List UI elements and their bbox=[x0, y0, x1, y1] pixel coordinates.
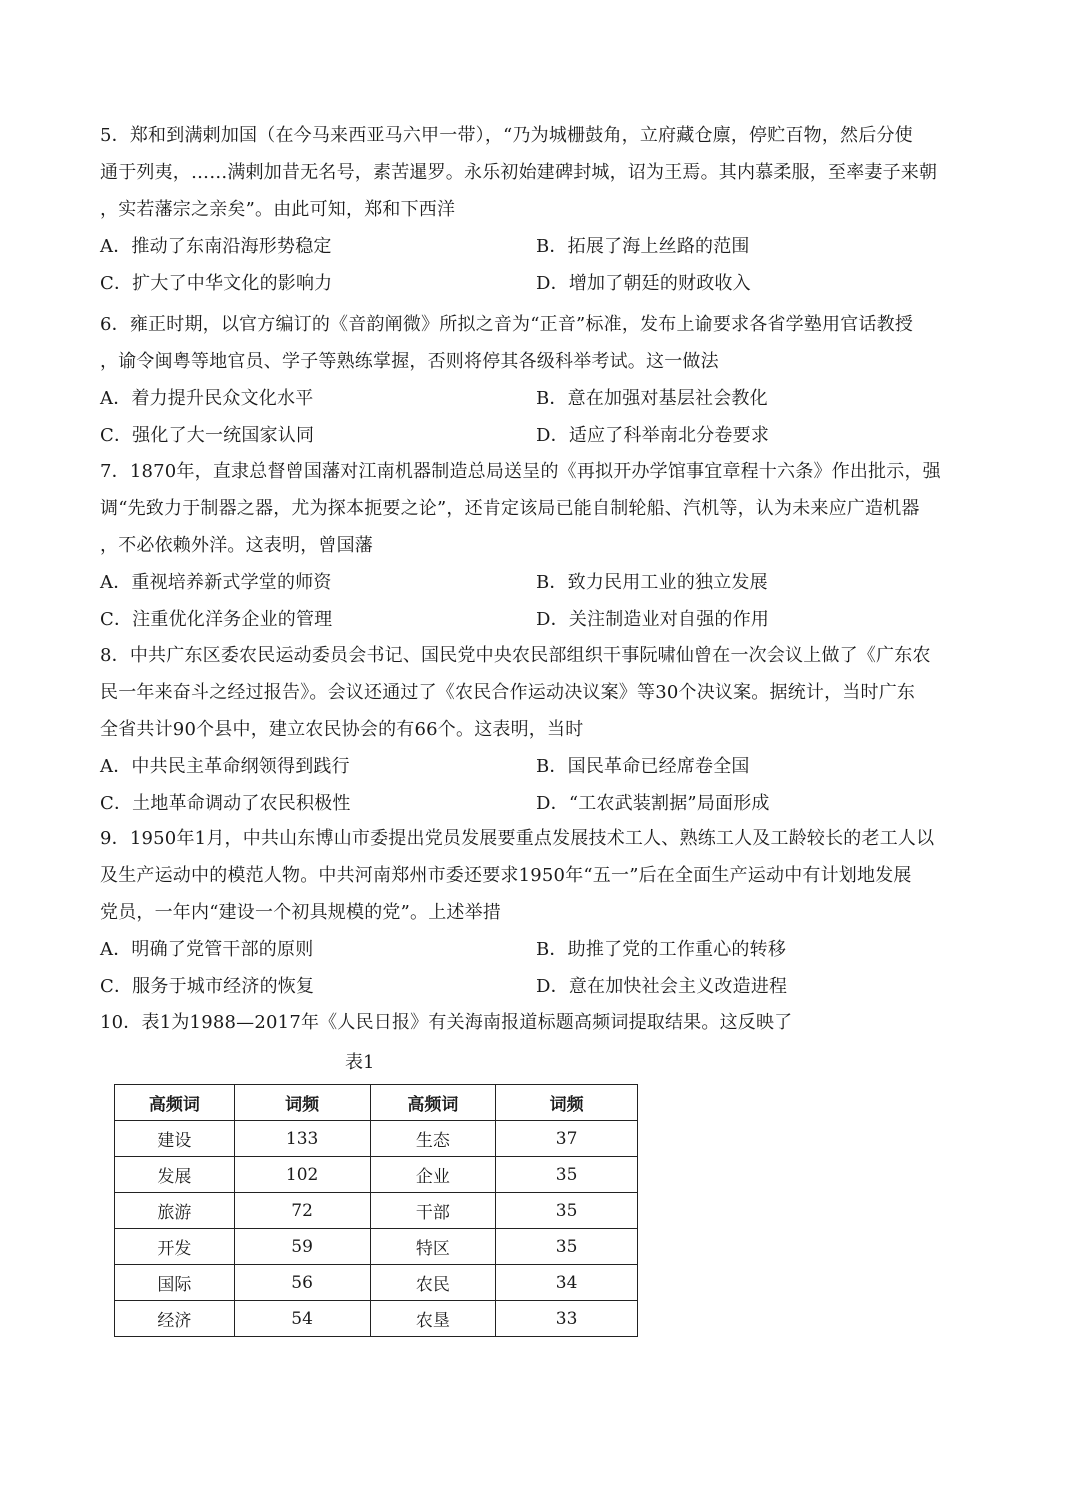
option-a[interactable]: A．明确了党管干部的原则 bbox=[100, 939, 314, 960]
table-cell: 102 bbox=[234, 1157, 370, 1193]
options-row bbox=[100, 228, 980, 265]
question-5 bbox=[100, 117, 980, 302]
table-cell: 35 bbox=[496, 1229, 638, 1265]
table-row bbox=[115, 1157, 638, 1193]
question-8 bbox=[100, 637, 980, 822]
options-row bbox=[100, 601, 980, 638]
table-cell: 建设 bbox=[115, 1121, 235, 1157]
option-a[interactable]: A．重视培养新式学堂的师资 bbox=[100, 572, 332, 593]
option-b[interactable]: B．致力民用工业的独立发展 bbox=[536, 572, 768, 593]
option-a[interactable]: A．中共民主革命纲领得到践行 bbox=[100, 756, 350, 777]
question-text-line: 民一年来奋斗之经过报告》。会议还通过了《农民合作运动决议案》等30个决议案。据统计，当时广东 bbox=[100, 682, 916, 703]
table-cell: 133 bbox=[234, 1121, 370, 1157]
option-c[interactable]: C．土地革命调动了农民积极性 bbox=[100, 793, 351, 814]
question-9 bbox=[100, 820, 980, 1005]
table-row bbox=[115, 1121, 638, 1157]
question-text-line: 10．表1为1988—2017年《人民日报》有关海南报道标题高频词提取结果。这反映了 bbox=[100, 1012, 793, 1033]
options-row bbox=[100, 748, 980, 785]
table-cell: 国际 bbox=[115, 1265, 235, 1301]
table-cell: 特区 bbox=[370, 1229, 496, 1265]
options-row bbox=[100, 931, 980, 968]
options-row bbox=[100, 417, 980, 454]
table-cell: 发展 bbox=[115, 1157, 235, 1193]
question-text-line: 6．雍正时期，以官方编订的《音韵阐微》所拟之音为“正音”标准，发布上谕要求各省学塾用官话教授 bbox=[100, 314, 914, 335]
table-cell: 企业 bbox=[370, 1157, 496, 1193]
table-cell: 33 bbox=[496, 1301, 638, 1337]
option-c[interactable]: C．注重优化洋务企业的管理 bbox=[100, 609, 333, 630]
options-row bbox=[100, 380, 980, 417]
table-cell: 35 bbox=[496, 1193, 638, 1229]
table-cell: 35 bbox=[496, 1157, 638, 1193]
question-6 bbox=[100, 306, 980, 454]
question-text-line: 8．中共广东区委农民运动委员会书记、国民党中央农民部组织干事阮啸仙曾在一次会议上做了《广东农 bbox=[100, 645, 931, 666]
table-cell: 54 bbox=[234, 1301, 370, 1337]
question-text-line: 党员，一年内“建设一个初具规模的党”。上述举措 bbox=[100, 902, 502, 923]
table-cell: 37 bbox=[496, 1121, 638, 1157]
table-cell: 经济 bbox=[115, 1301, 235, 1337]
option-a[interactable]: A．着力提升民众文化水平 bbox=[100, 388, 314, 409]
frequency-table bbox=[114, 1084, 638, 1337]
question-text-line: 调“先致力于制器之器，尤为探本扼要之论”，还肯定该局已能自制轮船、汽机等，认为未来应广造机器 bbox=[100, 498, 920, 519]
question-text-line: ，谕令闽粤等地官员、学子等熟练掌握，否则将停其各级科举考试。这一做法 bbox=[100, 351, 719, 372]
options-row bbox=[100, 265, 980, 302]
table-header-cell: 高频词 bbox=[370, 1085, 496, 1121]
option-c[interactable]: C．扩大了中华文化的影响力 bbox=[100, 273, 333, 294]
option-b[interactable]: B．国民革命已经席卷全国 bbox=[536, 756, 750, 777]
option-b[interactable]: B．助推了党的工作重心的转移 bbox=[536, 939, 787, 960]
table-header-row bbox=[115, 1085, 638, 1121]
table-cell: 农垦 bbox=[370, 1301, 496, 1337]
question-text-line: 通于列夷，……满剌加昔无名号，素苦暹罗。永乐初始建碑封城，诏为王焉。其内慕柔服，至率妻子来朝 bbox=[100, 162, 938, 183]
option-d[interactable]: D．意在加快社会主义改造进程 bbox=[536, 976, 788, 997]
question-text-line: 5．郑和到满剌加国（在今马来西亚马六甲一带），“乃为城栅鼓角，立府藏仓廪，停贮百物，然后分使 bbox=[100, 125, 913, 146]
options-row bbox=[100, 564, 980, 601]
table-cell: 旅游 bbox=[115, 1193, 235, 1229]
table-header-cell: 高频词 bbox=[115, 1085, 235, 1121]
table-header-cell: 词频 bbox=[496, 1085, 638, 1121]
option-d[interactable]: D．“工农武装割据”局面形成 bbox=[536, 793, 770, 814]
table-cell: 农民 bbox=[370, 1265, 496, 1301]
table-row bbox=[115, 1301, 638, 1337]
table-cell: 开发 bbox=[115, 1229, 235, 1265]
option-a[interactable]: A．推动了东南沿海形势稳定 bbox=[100, 236, 332, 257]
question-text-line: ，不必依赖外洋。这表明，曾国藩 bbox=[100, 535, 373, 556]
options-row bbox=[100, 785, 980, 822]
question-text-line: 及生产运动中的模范人物。中共河南郑州市委还要求1950年“五一”后在全面生产运动中有计划地发展 bbox=[100, 865, 912, 886]
question-text-line: 9．1950年1月，中共山东博山市委提出党员发展要重点发展技术工人、熟练工人及工龄较长的老工人以 bbox=[100, 828, 935, 849]
table-cell: 生态 bbox=[370, 1121, 496, 1157]
option-b[interactable]: B．拓展了海上丝路的范围 bbox=[536, 236, 750, 257]
option-d[interactable]: D．适应了科举南北分卷要求 bbox=[536, 425, 770, 446]
table-header-cell: 词频 bbox=[234, 1085, 370, 1121]
option-b[interactable]: B．意在加强对基层社会教化 bbox=[536, 388, 768, 409]
question-text-line: 全省共计90个县中，建立农民协会的有66个。这表明，当时 bbox=[100, 719, 584, 740]
table-row bbox=[115, 1265, 638, 1301]
table-caption: 表1 bbox=[345, 1052, 375, 1073]
question-text-line: ，实若藩宗之亲矣”。由此可知，郑和下西洋 bbox=[100, 199, 456, 220]
question-10 bbox=[100, 1004, 980, 1041]
options-row bbox=[100, 968, 980, 1005]
question-text-line: 7．1870年，直隶总督曾国藩对江南机器制造总局送呈的《再拟开办学馆事宜章程十六条》作出批示，强 bbox=[100, 461, 941, 482]
table-cell: 72 bbox=[234, 1193, 370, 1229]
table-row bbox=[115, 1193, 638, 1229]
table-row bbox=[115, 1229, 638, 1265]
table-cell: 56 bbox=[234, 1265, 370, 1301]
option-c[interactable]: C．服务于城市经济的恢复 bbox=[100, 976, 315, 997]
option-c[interactable]: C．强化了大一统国家认同 bbox=[100, 425, 315, 446]
option-d[interactable]: D．关注制造业对自强的作用 bbox=[536, 609, 770, 630]
table-cell: 59 bbox=[234, 1229, 370, 1265]
table-cell: 干部 bbox=[370, 1193, 496, 1229]
option-d[interactable]: D．增加了朝廷的财政收入 bbox=[536, 273, 751, 294]
table-cell: 34 bbox=[496, 1265, 638, 1301]
question-7 bbox=[100, 453, 980, 638]
